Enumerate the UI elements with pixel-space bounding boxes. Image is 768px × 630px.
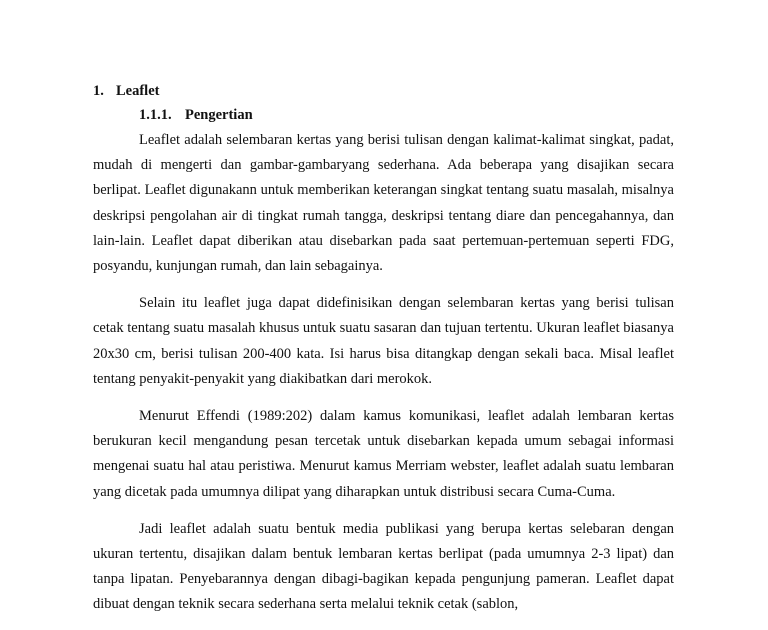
- subsection-number: 1.1.1.: [139, 107, 172, 123]
- paragraph-definition: Leaflet adalah selembaran kertas yang berisi tulisan dengan kalimat-kalimat singkat, padat, mudah di mengerti dan gambar-gambaryang sederhana. Ada beberapa yang disajikan secara berlipat. Leaflet digunakann untuk memberikan keterangan singkat tentang suatu masalah, misalnya deskripsi pengolahan air di tingkat rumah tangga, deskripsi tentang diare dan pencegahannya, dan lain-lain. Leaflet dapat diberikan atau disebarkan pada saat pertemuan-pertemuan seperti FDG, posyandu, kunjungan rumah, dan lain sebagainya.: [93, 132, 674, 275]
- section-title: Leaflet: [116, 83, 160, 99]
- paragraph-conclusion: Jadi leaflet adalah suatu bentuk media publikasi yang berupa kertas selebaran dengan ukuran tertentu, disajikan dalam bentuk lembaran kertas berlipat (pada umumnya 2-3 lipat) dan tanpa lipatan. Penyebarannya dengan dibagi-bagikan kepada pengunjung pameran. Leaflet dapat dibuat dengan teknik secara sederhana serta melalui teknik cetak (sablon,: [93, 520, 674, 613]
- paragraph-effendi-definition: Menurut Effendi (1989:202) dalam kamus komunikasi, leaflet adalah lembaran kertas berukuran kecil mengandung pesan tercetak untuk disebarkan kepada umum sebagai informasi mengenai suatu hal atau peristiwa. Menurut kamus Merriam webster, leaflet adalah suatu lembaran yang dicetak pada umumnya dilipat yang diharapkan untuk distribusi secara Cuma-Cuma.: [93, 408, 674, 500]
- section-heading: [93, 80, 674, 102]
- section-number: 1.: [93, 83, 104, 99]
- subsection-title: Pengertian: [185, 107, 253, 123]
- document-page: [93, 80, 674, 630]
- paragraph-alternative-definition: Selain itu leaflet juga dapat didefinisikan dengan selembaran kertas yang berisi tulisan cetak tentang suatu masalah khusus untuk suatu sasaran dan tujuan tertentu. Ukuran leaflet biasanya 20x30 cm, berisi tulisan 200-400 kata. Isi harus bisa ditangkap dengan sekali baca. Misal leaflet tentang penyakit-penyakit yang diakibatkan dari merokok.: [93, 295, 674, 387]
- subsection-heading: [139, 102, 674, 128]
